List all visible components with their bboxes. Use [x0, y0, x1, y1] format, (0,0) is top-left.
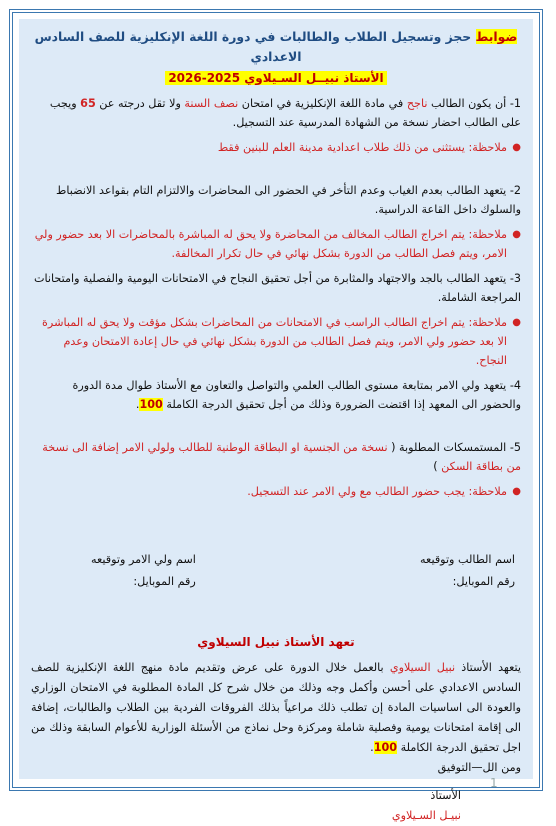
- teacher-year-banner: [31, 69, 521, 88]
- note-5: [31, 482, 521, 501]
- page-frame: [9, 9, 543, 822]
- rule-5-number: 5-: [506, 441, 521, 454]
- rule-5-documents: نسخة من الجنسية او البطاقة الوطنية للطالب ولولي الامر إضافة الى نسخة من بطاقة السكن: [42, 441, 521, 473]
- note-2-text: ملاحظة: يتم اخراج الطالب المخالف من المحاضرة ولا يحق له المباشرة بالمحاضرات الا بعد حضور ولي الامر، ويتم فصل الطالب من الدورة بشكل نهائي في حال تكرار المخالفة.: [34, 228, 507, 260]
- note-1: [31, 138, 521, 157]
- student-signature: [420, 549, 515, 593]
- guardian-signature: [91, 549, 196, 593]
- rule-1-text-c: ولا تقل درجته عن: [95, 97, 185, 110]
- rule-1-passed: ناجح: [406, 97, 428, 110]
- rule-5-text-a: المستمسكات المطلوبة (: [387, 441, 507, 454]
- bullet-icon: ●: [512, 486, 521, 497]
- guardian-mobile-label: رقم الموبايل:: [133, 575, 196, 588]
- bullet-icon: ●: [512, 317, 521, 328]
- rule-3-text: 3- يتعهد الطالب بالجد والاجتهاد والمثابرة من أجل تحقيق النجاح في الامتحانات اليومية والفصلية وامتحانات المراجعة الشاملة.: [33, 272, 521, 304]
- pledge-text-b: بالعمل خلال الدورة على عرض وتقديم مادة منهج اللغة الإنكليزية للصف السادس الاعدادي على أحسن وأكمل وجه وذلك من خلال شرح كل المادة المطلوبة في الامتحان الوزاري والعودة الى اساسيات المادة إن تطلب ذلك مراعياً بذلك الفروقات الفردية بين الطلاب والطالبات، إضافة الى إقامة امتحانات يومية وفصلية شاملة ومركزة وحل نماذج من الأسئلة الوزارية للأعوام السابقة وذلك من اجل تحقيق الدرجة الكاملة: [31, 661, 521, 754]
- rule-2: [31, 181, 521, 219]
- rule-1-text-d: ويجب على الطالب احضار نسخة من الشهادة المدرسية عند التسجيل.: [49, 97, 521, 129]
- pledge-full-mark: 100: [373, 741, 398, 754]
- rule-4: [31, 376, 521, 414]
- pledge-text-a: يتعهد الأستاذ: [455, 661, 521, 674]
- note-1-text: ملاحظة: يستثنى من ذلك طلاب اعدادية مدينة العلم للبنين فقط: [217, 141, 507, 154]
- rule-5-text-b: ): [433, 460, 442, 473]
- rule-4-text: 4- يتعهد ولي الامر بمتابعة مستوى الطالب العلمي والتواصل والتعاون مع الأستاذ طوال مدة الدورة والحضور الى المعهد إذا اقتضت الضرورة وذلك من أجل تحقيق الدرجة الكاملة: [72, 379, 521, 411]
- guardian-name-label: اسم ولي الامر وتوقيعه: [91, 553, 196, 566]
- rule-4-full-mark: 100: [139, 398, 163, 411]
- note-5-text: ملاحظة: يجب حضور الطالب مع ولي الامر عند التسجيل.: [247, 485, 507, 498]
- rule-5: [31, 438, 521, 476]
- pledge-teacher-name: نبيل السيلاوي: [389, 661, 456, 674]
- rule-1: [31, 94, 521, 132]
- pledge-closing: ومن الل—التوفيق: [437, 761, 521, 774]
- document-title: [31, 27, 521, 67]
- rule-2-text: 2- يتعهد الطالب بعدم الغياب وعدم التأخر في الحضور الى المحاضرات والالتزام التام بقواعد الانضباط والسلوك داخل القاعة الدراسية.: [56, 184, 521, 216]
- document-body: [19, 19, 533, 822]
- rule-1-text-a: أن يكون الطالب: [427, 97, 507, 110]
- title-highlight: ضوابط: [475, 29, 518, 44]
- note-3: [31, 313, 521, 370]
- teacher-year-text: الأستاذ نبيــل السـيلاوي 2025-2026: [165, 71, 386, 85]
- pledge-title: تعهد الأستاذ نبيل السيلاوي: [197, 635, 355, 649]
- signature-section: [31, 549, 521, 593]
- teacher-name: نبيـل السـيلاوي: [391, 809, 461, 822]
- note-2: [31, 225, 521, 263]
- student-name-label: اسم الطالب وتوقيعه: [420, 553, 515, 566]
- rule-3: [31, 269, 521, 307]
- pledge-text: [31, 658, 521, 778]
- page-number: 1: [490, 776, 498, 790]
- rule-1-number: 1-: [506, 97, 521, 110]
- teacher-signature: [31, 786, 521, 826]
- rule-1-midyear: نصف السنة: [184, 97, 239, 110]
- rule-1-text-b: في مادة اللغة الإنكليزية في امتحان: [238, 97, 407, 110]
- note-3-text: ملاحظة: يتم اخراج الطالب الراسب في الامتحانات من المحاضرات بشكل مؤقت ولا يحق له المباشرة الا بعد حضور ولي الامر، ويتم فصل الطالب من الدورة بشكل نهائي في حال إعادة الامتحان وعدم النجاح.: [42, 316, 507, 367]
- title-text: حجز وتسجيل الطلاب والطالبات في دورة اللغة الإنكليزية للصف السادس الاعدادي: [34, 29, 476, 64]
- teacher-label: الأستاذ: [430, 789, 461, 802]
- pledge-end: .: [370, 741, 374, 754]
- bullet-icon: ●: [512, 229, 521, 240]
- student-mobile-label: رقم الموبايل:: [452, 575, 515, 588]
- rule-4-end: .: [135, 398, 140, 411]
- rule-1-min-grade: 65: [80, 97, 96, 110]
- bullet-icon: ●: [512, 142, 521, 153]
